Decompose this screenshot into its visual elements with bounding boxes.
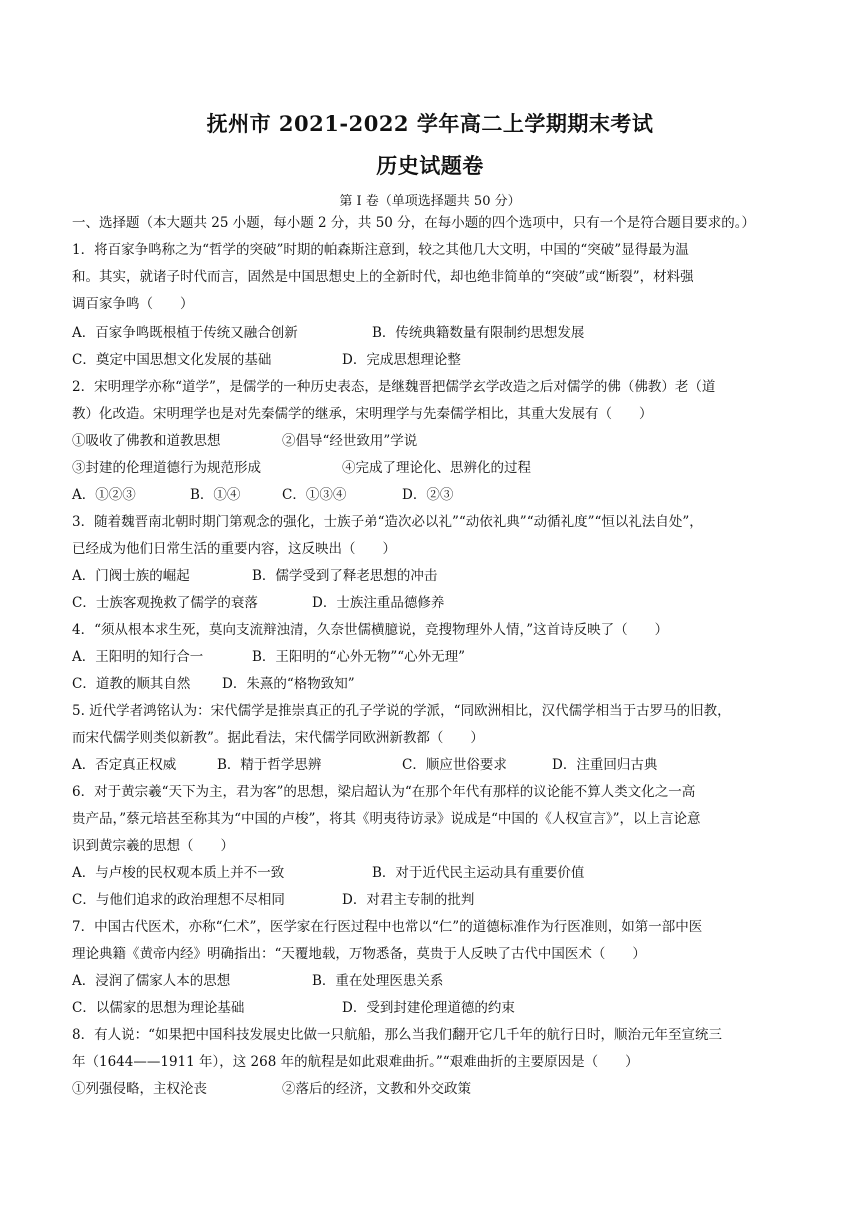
q2-option-b: B．①④ (190, 487, 241, 503)
q7-stem-line-2: 理论典籍《黄帝内经》明确指出：“天覆地载，万物悉备，莫贵于人反映了古代中国医术（ ） (72, 946, 646, 962)
q7-stem-line-1: 7．中国古代医术，亦称“仁术”，医学家在行医过程中也常以“仁”的道德标准作为行医准则，如第一部中医 (72, 919, 703, 935)
q3-option-c: C．士族客观挽救了儒学的衰落 (72, 595, 258, 611)
q3-stem-line-1: 3．随着魏晋南北朝时期门第观念的强化，士族子弟“造次必以礼”“动依礼典”“动循礼度”“恒以礼法自处”， (72, 514, 703, 530)
q4-options-row-2 (72, 675, 792, 693)
q4-option-b: B．王阳明的“心外无物”“心外无理” (252, 649, 466, 665)
q4-option-c: C．道教的顺其自然 (72, 676, 191, 692)
q6-option-c: C．与他们追求的政治理想不尽相同 (72, 892, 285, 908)
q1-stem-line-3: 调百家争鸣（ ） (72, 296, 194, 312)
q4-options-row-1 (72, 648, 792, 666)
q7-option-a: A．浸润了儒家人本的思想 (72, 973, 231, 989)
q2-stem-line-2: 教）化改造。宋明理学也是对先秦儒学的继承，宋明理学与先秦儒学相比，其重大发展有（ ） (72, 406, 653, 422)
q5-stem-line-1: 5. 近代学者鸿铭认为：宋代儒学是推崇真正的孔子学说的学派，“同欧洲相比，汉代儒学相当于古罗马的旧教， (72, 703, 731, 719)
part-heading: 第 I 卷（单项选择题共 50 分） (339, 194, 521, 209)
q1-stem-line-1: 1．将百家争鸣称之为“哲学的突破”时期的帕森斯注意到，较之其他几大文明，中国的“突破”显得最为温 (72, 242, 689, 258)
q2-statement-3: ③封建的伦理道德行为规范形成 (72, 460, 261, 476)
q3-option-b: B．儒学受到了释老思想的冲击 (252, 568, 438, 584)
q2-statement-2: ②倡导“经世致用”学说 (282, 433, 418, 449)
q3-option-d: D．士族注重品德修养 (312, 595, 445, 611)
q5-stem-line-2: 而宋代儒学则类似新教”。据此看法，宋代儒学同欧洲新教都（ ） (72, 730, 484, 746)
q5-option-d: D．注重回归古典 (552, 757, 658, 773)
q7-options-row-1 (72, 972, 792, 990)
q5-options-row (72, 756, 792, 774)
q3-stem-line-2: 已经成为他们日常生活的重要内容，这反映出（ ） (72, 541, 396, 557)
q2-statements-row-2 (72, 459, 792, 477)
q5-option-b: B．精于哲学思辨 (217, 757, 322, 773)
q2-option-c: C．①③④ (282, 487, 347, 503)
q6-stem-line-3: 识到黄宗羲的思想（ ） (72, 838, 234, 854)
q2-options-row (72, 486, 792, 504)
q2-option-a: A．①②③ (72, 487, 136, 503)
q7-option-b: B．重在处理医患关系 (312, 973, 444, 989)
q6-option-b: B．对于近代民主运动具有重要价值 (372, 865, 585, 881)
q8-stem-line-2: 年（1644——1911 年），这 268 年的航程是如此艰难曲折。”“艰难曲折的主要原因是（ ） (72, 1054, 639, 1070)
q1-option-c: C．奠定中国思想文化发展的基础 (72, 352, 272, 368)
q6-options-row-2 (72, 891, 792, 909)
exam-title: 抚州市 2021-2022 学年高二上学期期末考试 (206, 111, 654, 136)
q1-option-b: B．传统典籍数量有限制约思想发展 (372, 325, 585, 341)
q8-stem-line-1: 8．有人说：“如果把中国科技发展史比做一只航船，那么当我们翻开它几千年的航行日时，顺治元年至宣统三 (72, 1027, 722, 1043)
q6-stem-line-1: 6．对于黄宗羲“天下为主，君为客”的思想，梁启超认为“在那个年代有那样的议论能不算人类文化之一高 (72, 784, 696, 800)
q1-options-row-2 (72, 351, 792, 369)
q4-stem-line-1: 4．“须从根本求生死，莫向支流辩浊清，久奈世儒横臆说，竞搜物理外人情，”这首诗反映了（ ） (72, 622, 669, 638)
q6-options-row-1 (72, 864, 792, 882)
q6-option-d: D．对君主专制的批判 (342, 892, 475, 908)
q1-option-a: A．百家争鸣既根植于传统又融合创新 (72, 325, 298, 341)
q4-option-a: A．王阳明的知行合一 (72, 649, 204, 665)
q5-option-a: A．否定真正权威 (72, 757, 177, 773)
q8-statement-2: ②落后的经济，文教和外交政策 (282, 1081, 471, 1097)
section-instruction: 一、选择题（本大题共 25 小题，每小题 2 分，共 50 分，在每小题的四个选项中，只有一个是符合题目要求的。） (72, 215, 755, 231)
q2-statement-1: ①吸收了佛教和道教思想 (72, 433, 221, 449)
q3-options-row-2 (72, 594, 792, 612)
q8-statements-row-1 (72, 1080, 792, 1098)
q2-statements-row-1 (72, 432, 792, 450)
q7-option-c: C．以儒家的思想为理论基础 (72, 1000, 245, 1016)
q2-stem-line-1: 2．宋明理学亦称“道学”，是儒学的一种历史表态，是继魏晋把儒学玄学改造之后对儒学的佛（佛教）老（道 (72, 379, 716, 395)
q1-stem-line-2: 和。其实，就诸子时代而言，固然是中国思想史上的全新时代，却也绝非简单的“突破”或“断裂”，材料强 (72, 269, 694, 285)
q5-option-c: C．顺应世俗要求 (402, 757, 507, 773)
q6-stem-line-2: 贵产品，”蔡元培甚至称其为“中国的卢梭”，将其《明夷待访录》说成是“中国的《人权宣言》”，以上言论意 (72, 811, 701, 827)
q7-options-row-2 (72, 999, 792, 1017)
subject-title: 历史试题卷 (376, 153, 484, 178)
q3-option-a: A．门阀士族的崛起 (72, 568, 190, 584)
q4-option-d: D．朱熹的“格物致知” (222, 676, 355, 692)
q1-options-row-1 (72, 324, 792, 342)
q8-statement-1: ①列强侵略，主权沦丧 (72, 1081, 207, 1097)
q3-options-row-1 (72, 567, 792, 585)
q2-statement-4: ④完成了理论化、思辨化的过程 (342, 460, 531, 476)
q7-option-d: D．受到封建伦理道德的约束 (342, 1000, 515, 1016)
q1-option-d: D．完成思想理论整 (342, 352, 461, 368)
q6-option-a: A．与卢梭的民权观本质上并不一致 (72, 865, 285, 881)
q2-option-d: D．②③ (402, 487, 454, 503)
